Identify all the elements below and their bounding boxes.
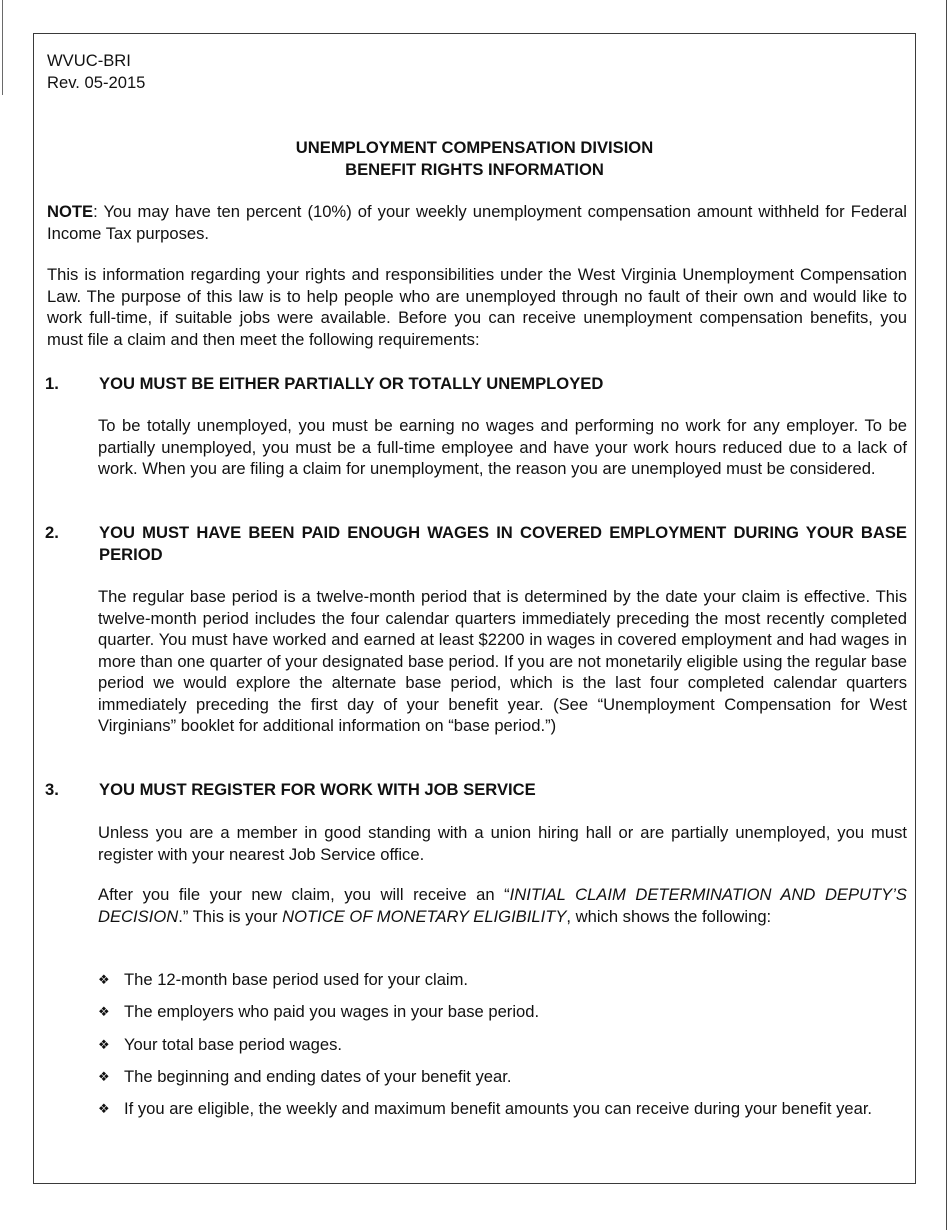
section-1-number: 1.	[45, 374, 59, 393]
notice-italic-1: INITIAL CLAIM DETERMINATION AND DEPUTY’S DECISION	[98, 885, 908, 926]
list-item	[98, 1066, 907, 1088]
four-diamond-bullet-icon: ❖	[98, 1101, 110, 1117]
eligibility-bullet-list	[98, 969, 907, 1130]
four-diamond-bullet-icon: ❖	[98, 1004, 110, 1020]
list-item	[98, 969, 907, 991]
list-item-text: If you are eligible, the weekly and maximum benefit amounts you can receive during your benefit year.	[124, 1099, 873, 1119]
section-3-body: Unless you are a member in good standing with a union hiring hall or are partially unemployed, you must register with your nearest Job Service office.	[98, 823, 907, 864]
list-item-text: Your total base period wages.	[124, 1034, 343, 1054]
list-item	[98, 1001, 907, 1023]
notice-text-3: , which shows the following:	[566, 906, 772, 926]
form-code: WVUC-BRI	[47, 51, 131, 70]
section-1-body: To be totally unemployed, you must be earning no wages and performing no work for any employer. To be partially unemployed, you must be a full-time employee and have your work hours reduced due to a lack of work. When you are filing a claim for unemployment, the reason you are unemployed must be considered.	[98, 416, 907, 478]
section-2-number: 2.	[45, 523, 59, 542]
four-diamond-bullet-icon: ❖	[98, 1068, 110, 1084]
document-heading	[33, 137, 916, 180]
list-item-text: The employers who paid you wages in your base period.	[124, 1002, 540, 1022]
section-2-body: The regular base period is a twelve-month period that is determined by the date your claim is effective. This twelve-month period includes the four calendar quarters immediately preceding the most recently completed quarter. You must have worked and earned at least $2200 in wages in covered employment and had wages in more than one quarter of your designated base period. If you are not monetarily eligible using the regular base period we would explore the alternate base period, which is the last four completed calendar quarters immediately preceding the first day of your benefit year. (See “Unemployment Compensation for West Virginians” booklet for additional information on “base period.”)	[98, 587, 907, 735]
section-3-number: 3.	[45, 780, 59, 799]
scan-edge-left	[2, 0, 3, 95]
list-item	[98, 1098, 907, 1120]
scan-edge-right	[946, 0, 947, 1230]
section-2-title: YOU MUST HAVE BEEN PAID ENOUGH WAGES IN COVERED EMPLOYMENT DURING YOUR BASE PERIOD	[99, 523, 907, 564]
heading-line-1: UNEMPLOYMENT COMPENSATION DIVISION	[295, 138, 654, 157]
form-identifier	[47, 50, 145, 94]
notice-text-1: After you file your new claim, you will receive an “	[98, 885, 510, 904]
form-revision: Rev. 05-2015	[47, 73, 146, 92]
note-paragraph	[47, 201, 907, 244]
four-diamond-bullet-icon: ❖	[98, 1036, 110, 1052]
note-text: : You may have ten percent (10%) of your weekly unemployment compensation amount withheld for Federal Income Tax purposes.	[47, 202, 907, 243]
heading-line-2: BENEFIT RIGHTS INFORMATION	[345, 159, 604, 179]
notice-italic-2: NOTICE OF MONETARY ELIGIBILITY	[282, 906, 567, 926]
section-3-title: YOU MUST REGISTER FOR WORK WITH JOB SERVICE	[99, 780, 536, 799]
intro-paragraph: This is information regarding your rights and responsibilities under the West Virginia Unemployment Compensation Law. The purpose of this law is to help people who are unemployed through no fault of their own and would like to work full-time, if suitable jobs were available. Before you can receive unemployment compensation benefits, you must file a claim and then meet the following requirements:	[47, 265, 907, 349]
list-item	[98, 1034, 907, 1056]
section-1-title: YOU MUST BE EITHER PARTIALLY OR TOTALLY UNEMPLOYED	[99, 374, 604, 393]
list-item-text: The 12-month base period used for your claim.	[124, 970, 469, 989]
four-diamond-bullet-icon: ❖	[98, 972, 110, 987]
note-label: NOTE	[47, 202, 94, 221]
notice-text-2: .” This is your	[178, 906, 283, 926]
section-3-notice-paragraph	[98, 884, 907, 927]
list-item-text: The beginning and ending dates of your benefit year.	[124, 1066, 512, 1086]
